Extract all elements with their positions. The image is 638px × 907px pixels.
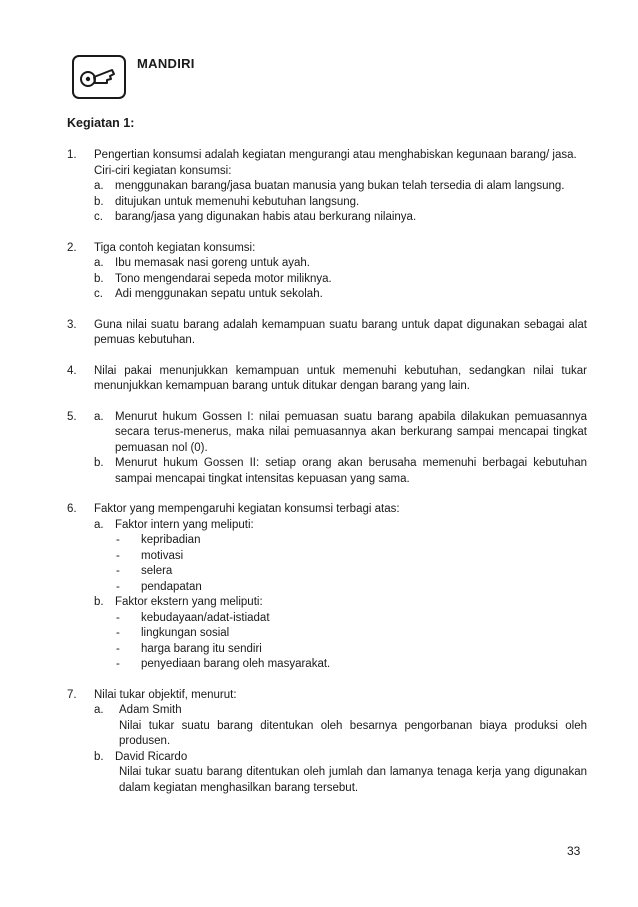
dash-item: - selera <box>116 565 173 577</box>
dash-item: - lingkungan sosial <box>116 627 230 639</box>
dash-item: - motivasi <box>116 549 184 562</box>
sub-item: a. Adam Smith <box>94 704 182 716</box>
list-item: 6. Faktor yang mempengaruhi kegiatan konsumsi terbagi atas: a. Faktor intern yang meliputi: - kepribadian - motivasi - selera - pendapatan b. Faktor ekstern yang meliputi: - kebudayaan/adat-istiadat - lingkungan sosial - harga barang itu sendiri - penyediaan barang oleh masyarakat. <box>67 502 587 673</box>
section-title: Kegiatan 1: <box>67 116 135 130</box>
dash-item: - kepribadian <box>116 534 201 546</box>
page-number: 33 <box>567 844 581 858</box>
list-item: 5. a. Menurut hukum Gossen I: nilai pemuasan suatu barang apabila dilakukan pemuasannya secara terus-menerus, maka nilai pemuasannya akan berkurang sampai mencapai tingkat pemuasan nol (0). b. Menurut hukum Gossen II: setiap orang akan berusaha memenuhi berbagai kebutuhan sampai mencapai tingkat intensitas kepuasan yang sama. <box>67 410 587 488</box>
content <box>67 148 587 796</box>
sub-item: a. Ibu memasak nasi goreng untuk ayah. <box>94 257 310 269</box>
list-item: 2. Tiga contoh kegiatan konsumsi: a. Ibu memasak nasi goreng untuk ayah. b. Tono mengendarai sepeda motor miliknya. c. Adi menggunakan sepatu untuk sekolah. <box>67 241 587 303</box>
dash-item: - penyediaan barang oleh masyarakat. <box>116 658 331 670</box>
sub-item: b. Menurut hukum Gossen II: setiap orang akan berusaha memenuhi berbagai kebutuhan sampai mencapai tingkat intensitas kepuasan yang sama. <box>94 457 587 485</box>
sub-item: b. David Ricardo <box>94 750 188 763</box>
list-item: 4. Nilai pakai menunjukkan kemampuan untuk memenuhi kebutuhan, sedangkan nilai tukar menunjukkan kemampuan barang untuk ditukar dengan barang yang lain. <box>67 364 587 392</box>
list-item: 7. Nilai tukar objektif, menurut: a. Adam Smith Nilai tukar suatu barang ditentukan oleh besarnya pengorbanan biaya produksi oleh produsen. b. David Ricardo Nilai tukar suatu barang ditentukan oleh jumlah dan lamanya tenaga kerja yang digunakan dalam kegiatan menghasilkan barang tersebut. <box>67 688 587 794</box>
dash-item: - harga barang itu sendiri <box>116 642 262 655</box>
sub-item: b. Faktor ekstern yang meliputi: <box>94 596 263 608</box>
dash-item: - pendapatan <box>116 580 202 593</box>
sub-item: c. Adi menggunakan sepatu untuk sekolah. <box>94 288 323 300</box>
sub-item: a. Faktor intern yang meliputi: <box>94 518 254 531</box>
dash-item: - kebudayaan/adat-istiadat <box>116 611 270 624</box>
sub-item: a. Menurut hukum Gossen I: nilai pemuasan suatu barang apabila dilakukan pemuasannya secara terus-menerus, maka nilai pemuasannya akan berkurang sampai mencapai tingkat pemuasan nol (0). <box>94 410 587 454</box>
sub-item: b. ditujukan untuk memenuhi kebutuhan langsung. <box>94 195 360 208</box>
key-icon <box>72 55 126 99</box>
list-item: 1. Pengertian konsumsi adalah kegiatan mengurangi atau menghabiskan kegunaan barang/ jasa. Ciri-ciri kegiatan konsumsi: a. menggunakan barang/jasa buatan manusia yang bukan telah tersedia di alam langsung. b. ditujukan untuk memenuhi kebutuhan langsung. c. barang/jasa yang digunakan habis atau berkurang nilainya. <box>67 148 587 226</box>
header-title: MANDIRI <box>137 56 195 71</box>
sub-item: b. Tono mengendarai sepeda motor miliknya. <box>94 272 332 285</box>
list-item: 3. Guna nilai suatu barang adalah kemampuan suatu barang untuk dapat digunakan sebagai alat pemuas kebutuhan. <box>67 318 587 346</box>
sub-item: a. menggunakan barang/jasa buatan manusia yang bukan telah tersedia di alam langsung. <box>94 180 565 192</box>
sub-item: c. barang/jasa yang digunakan habis atau berkurang nilainya. <box>94 211 417 223</box>
